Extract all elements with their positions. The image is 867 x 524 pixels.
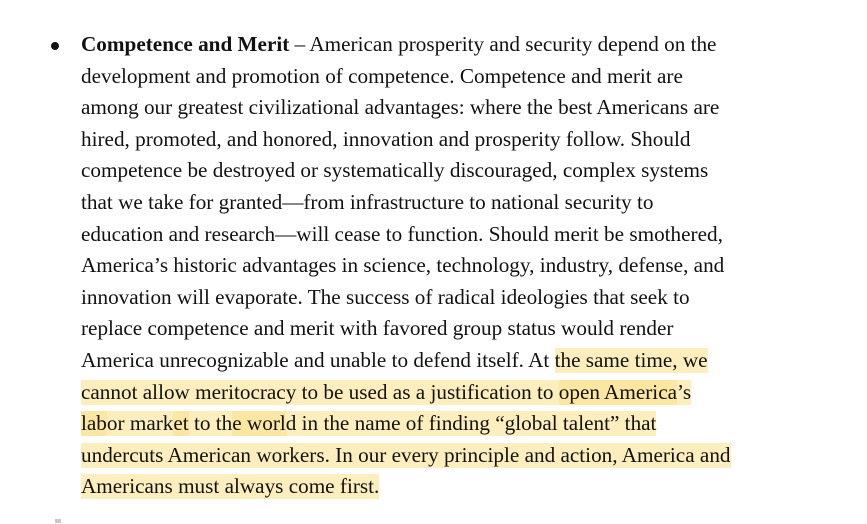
body-text: America unrecognizable and unable to defend itself. At (81, 347, 555, 372)
bullet-heading: Competence and Merit (81, 32, 290, 56)
highlighted-text: cannot allow meritocracy to be used as a justification to (81, 379, 559, 404)
highlighted-text: e worl (232, 411, 286, 436)
text-line-8: America’s historic advantages in science, technology, industry, defense, and (81, 253, 725, 278)
text-line-11 (81, 345, 841, 377)
text-line-2: development and promotion of competence. Competence and merit are (81, 63, 683, 88)
highlighted-text: d in the name of finding “global talent” that (285, 411, 657, 436)
bullet-item-competence-merit (81, 29, 841, 503)
highlighted-text: Americans must always come first. (81, 474, 380, 499)
text-line-4: hired, promoted, and honored, innovation and prosperity follow. Should (81, 126, 691, 151)
bullet-point-icon (51, 42, 59, 50)
text-line-3: among our greatest civilizational advantages: where the best Americans are (81, 95, 720, 120)
text-line-13 (81, 408, 841, 440)
body-text: American prosperity and security depend on the (309, 32, 717, 56)
highlighted-text: or mark (106, 411, 174, 436)
highlighted-text: et (173, 411, 189, 436)
highlighted-text: undercuts American workers. In our every principle and action, America and (81, 442, 731, 467)
highlighted-text: open America (558, 379, 677, 404)
highlighted-text: lab (81, 411, 107, 436)
highlighted-text: ’s (677, 379, 692, 404)
text-line-15 (81, 471, 841, 503)
heading-separator: – (289, 32, 310, 56)
text-line-9: innovation will evaporate. The success of radical ideologies that seek to (81, 284, 690, 309)
text-line-5: competence be destroyed or systematically discouraged, complex systems (81, 158, 709, 183)
text-line-1 (81, 29, 841, 61)
text-line-10: replace competence and merit with favored group status would render (81, 316, 674, 341)
text-line-7: education and research—will cease to function. Should merit be smothered, (81, 221, 723, 246)
text-line-12 (81, 377, 841, 409)
highlighted-text: to th (188, 411, 233, 436)
text-line-14 (81, 440, 841, 472)
next-bullet-fragment (55, 519, 61, 523)
highlighted-text: the same time, we (554, 347, 708, 372)
text-line-6: that we take for granted—from infrastructure to national security to (81, 189, 654, 214)
